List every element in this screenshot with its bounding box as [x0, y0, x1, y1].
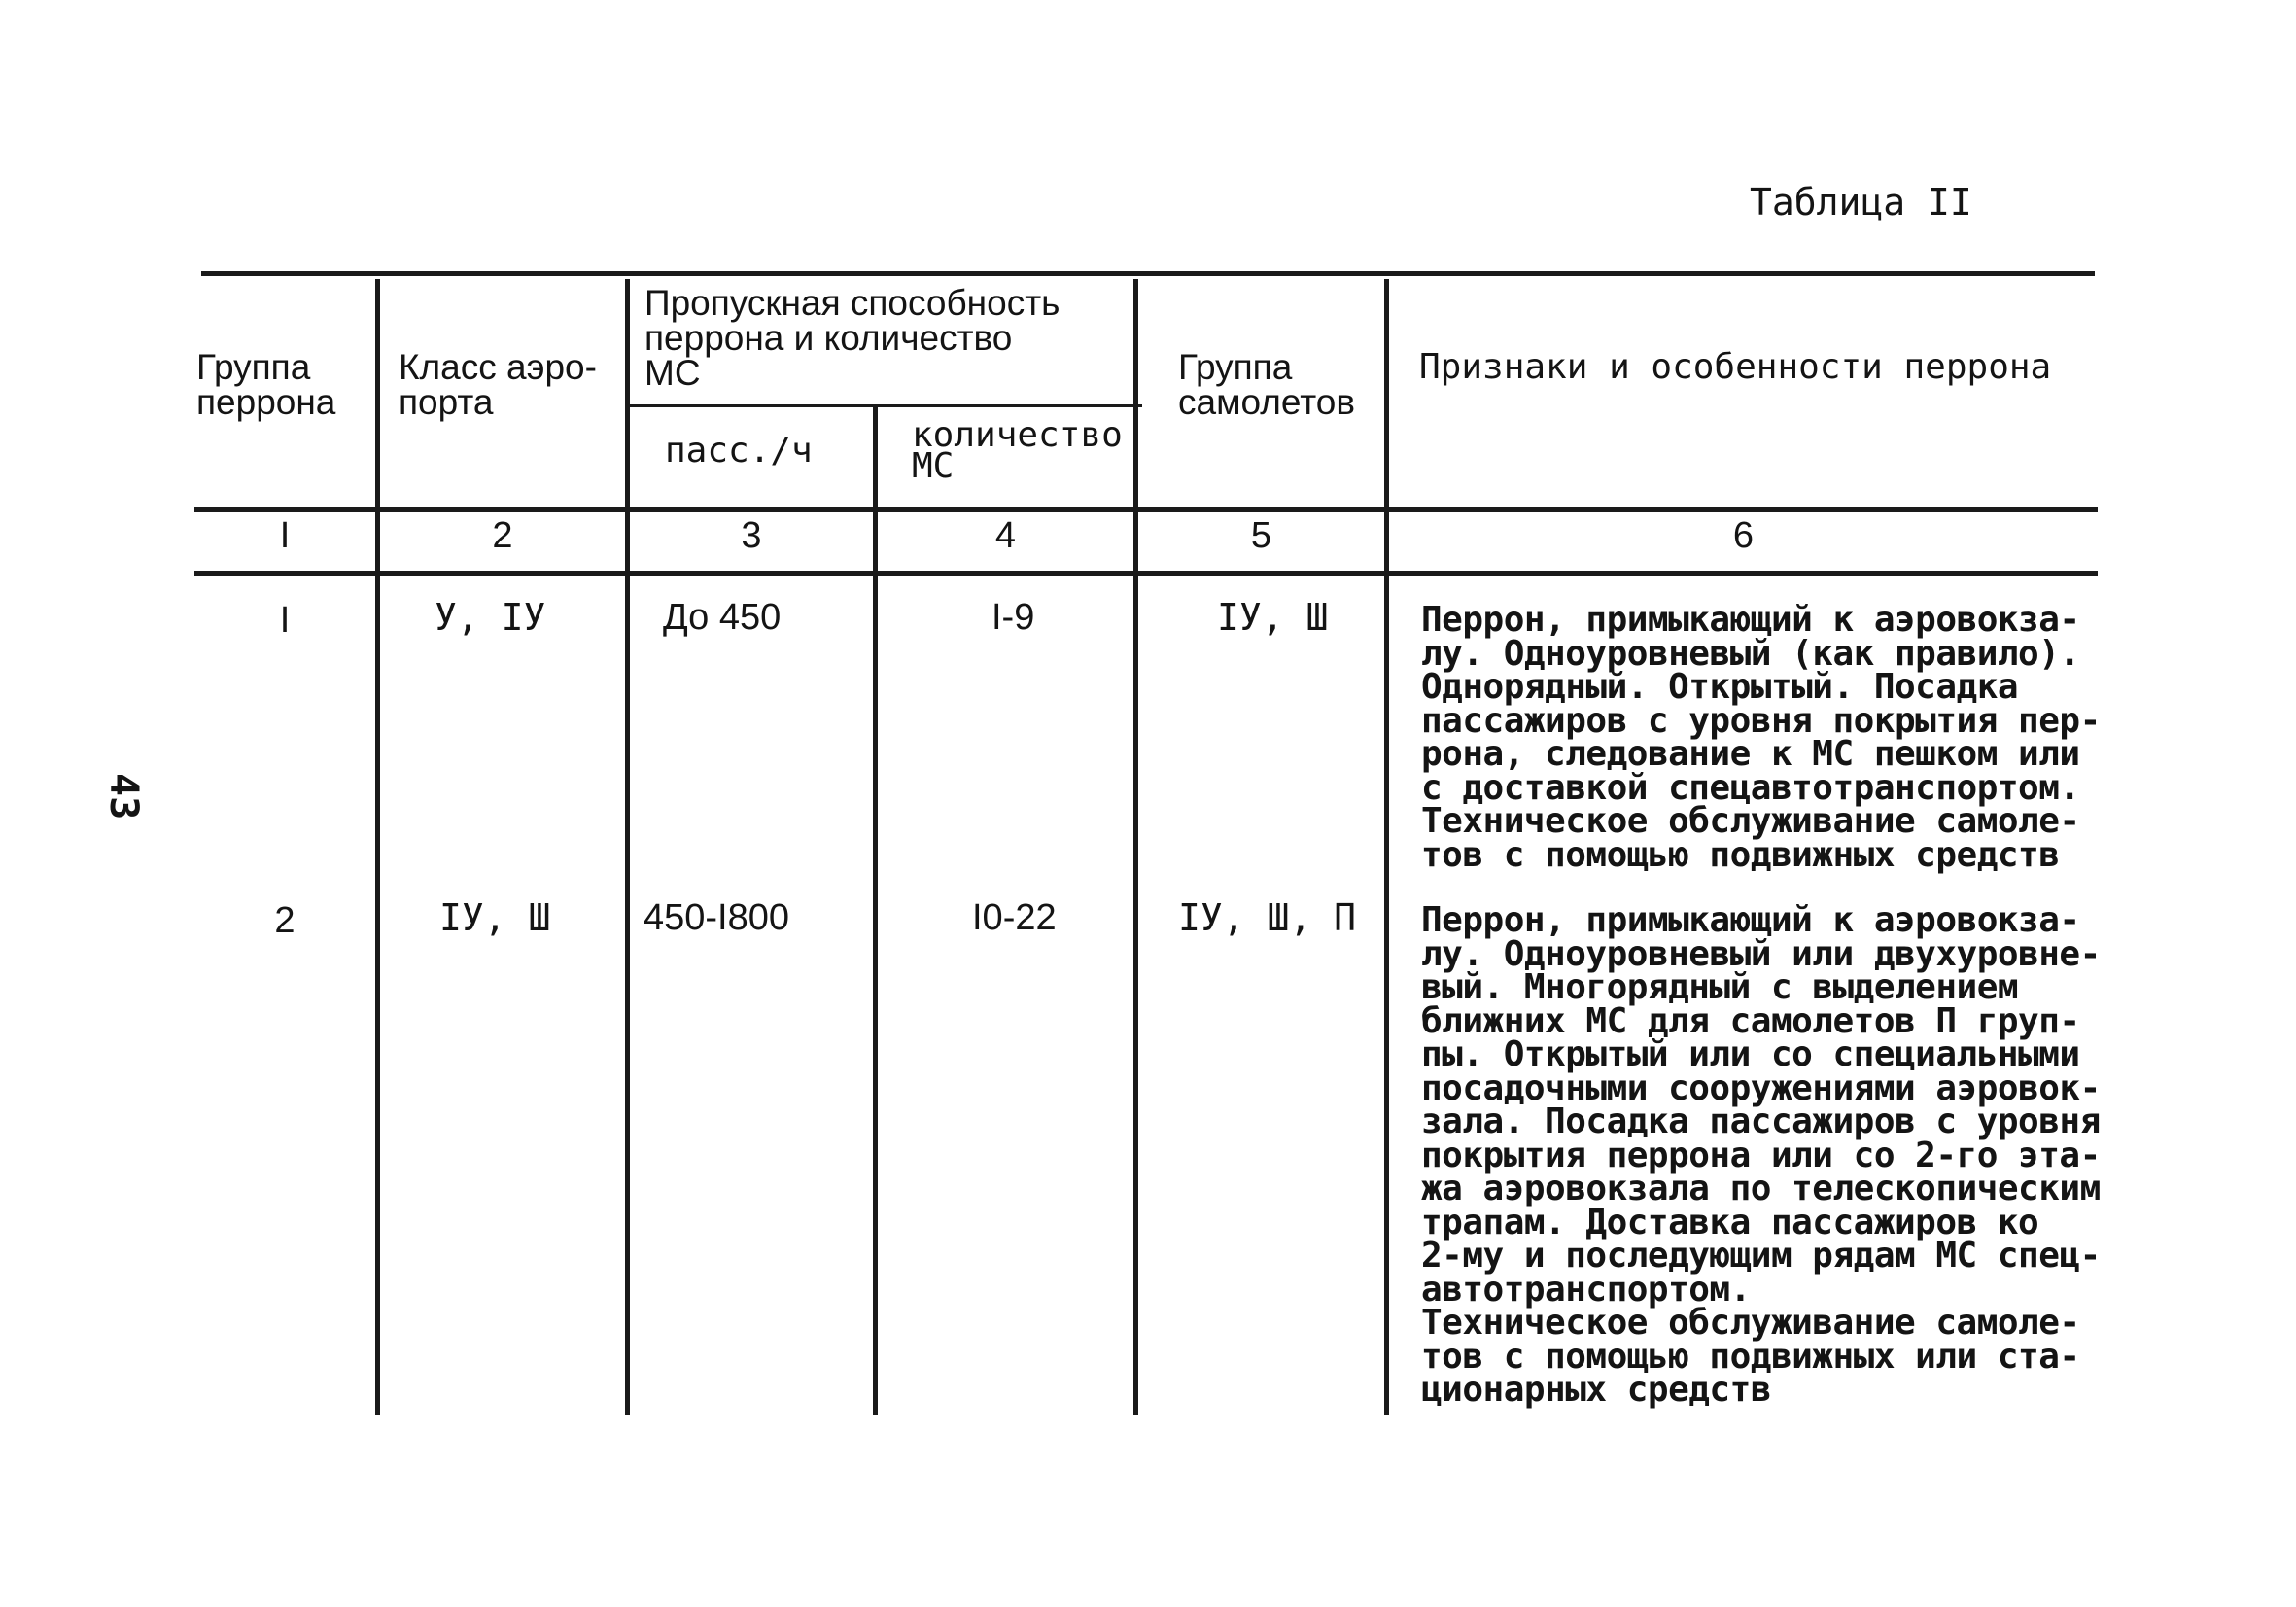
row2-airport-class: IУ, Ш: [439, 896, 551, 939]
subheader-rule: [627, 404, 1142, 407]
column-divider-4: [1133, 279, 1138, 1415]
row2-passengers-per-hour: 450-I800: [644, 897, 790, 938]
column-numbers-bottom-rule: [194, 571, 2098, 576]
row1-passengers-per-hour: До 450: [663, 597, 782, 638]
header-perron-group: Группа перрона: [196, 347, 336, 422]
column-divider-5: [1384, 279, 1389, 1415]
row2-perron-group: 2: [274, 900, 296, 941]
table-top-rule: [201, 271, 2095, 276]
table-title: Таблица II: [1750, 181, 1972, 224]
row1-aircraft-group: IУ, Ш: [1217, 596, 1329, 639]
column-divider-2: [625, 279, 630, 1415]
header-throughput-group: Пропускная способность перрона и количество МС: [644, 283, 1061, 393]
column-divider-3: [873, 407, 878, 1415]
column-number-3: 3: [741, 515, 762, 556]
row1-stand-count: I-9: [991, 597, 1035, 638]
column-divider-1: [375, 279, 380, 1415]
row2-stand-count: I0-22: [972, 897, 1057, 938]
column-number-5: 5: [1250, 515, 1272, 556]
column-number-1: I: [279, 515, 291, 556]
column-number-6: 6: [1732, 515, 1755, 556]
header-airport-class: Класс аэро- порта: [399, 347, 597, 422]
margin-page-mark: 43: [101, 773, 146, 821]
header-perron-features: Признаки и особенности перрона: [1419, 347, 2052, 387]
row2-perron-description: Перрон, примыкающий к аэровокза- лу. Одноуровневый или двухуровне- вый. Многорядный с выделением ближних МС для самолетов П груп- пы. Открытый или со специальными посадочными сооружениями аэровок- зала. Посадка пассажиров с уровня покрытия перрона или со 2-го эта- жа аэровокзала по телескопическим трапам. Доставка пассажиров ко 2-му и последующим рядам МС спец- автотранспортом. Техническое обслуживание самоле- тов с помощью подвижных или ста- ционарных средств: [1421, 900, 2101, 1410]
column-number-2: 2: [492, 515, 513, 556]
header-aircraft-group: Группа самолетов: [1178, 347, 1355, 422]
header-bottom-rule: [194, 507, 2098, 512]
row1-perron-group: I: [279, 600, 291, 641]
row1-airport-class: У, IУ: [435, 596, 546, 639]
header-stand-count: количество МС: [912, 415, 1123, 486]
row1-perron-description: Перрон, примыкающий к аэровокза- лу. Одноуровневый (как правило). Однорядный. Открытый. Посадка пассажиров с уровня покрытия пер- рона, следование к МС пешком или с доставкой спецавтотранспортом. Техническое обслуживание самоле- тов с помощью подвижных средств: [1421, 600, 2101, 875]
row2-aircraft-group: IУ, Ш, П: [1178, 896, 1357, 939]
column-number-4: 4: [994, 515, 1017, 556]
header-passengers-per-hour: пасс./ч: [665, 431, 813, 471]
